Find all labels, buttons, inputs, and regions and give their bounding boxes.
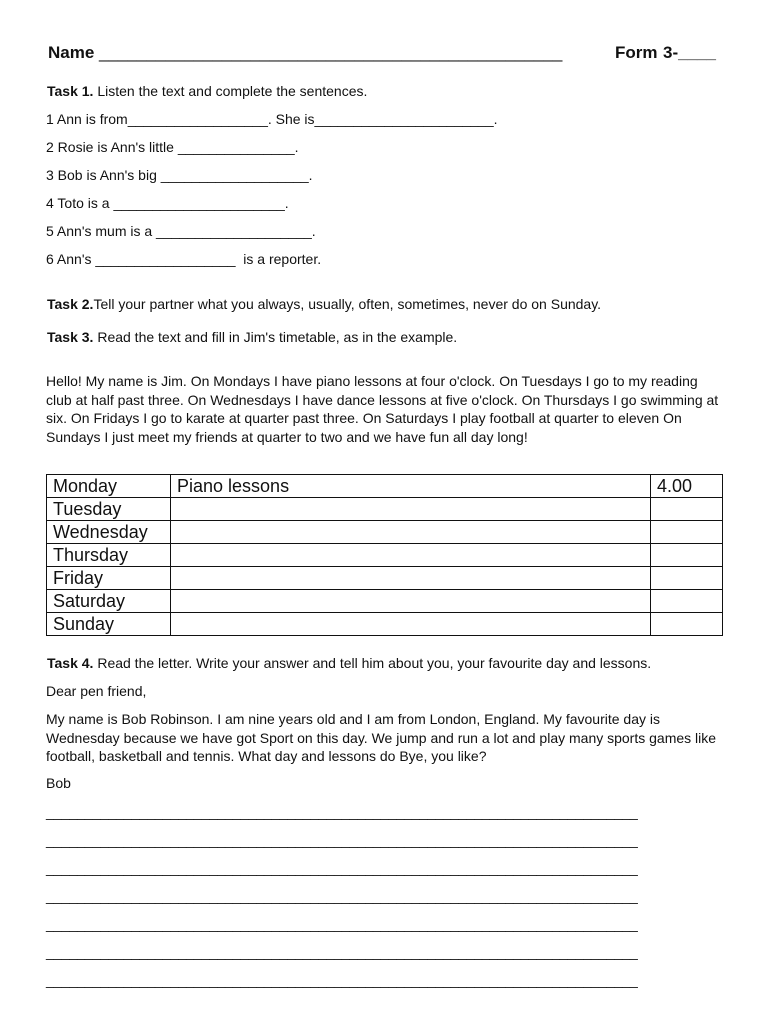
task4-instruction: Read the letter. Write your answer and tell him about you, your favourite day and lessons.: [93, 655, 652, 671]
task3-heading: [47, 329, 457, 345]
timetable-time[interactable]: [651, 498, 723, 521]
timetable-row: [47, 613, 723, 636]
task1-sentence-5[interactable]: 5 Ann's mum is a ____________________.: [46, 223, 316, 239]
timetable-day: Saturday: [47, 590, 171, 613]
timetable-day: Wednesday: [47, 521, 171, 544]
answer-line[interactable]: ____________________________________________________________________________: [46, 972, 638, 988]
timetable-activity[interactable]: [171, 544, 651, 567]
timetable-row: [47, 498, 723, 521]
timetable: [46, 474, 723, 636]
timetable-activity[interactable]: [171, 590, 651, 613]
timetable-row: [47, 567, 723, 590]
task3-label: Task 3.: [47, 329, 94, 345]
task1-sentence-1[interactable]: 1 Ann is from__________________. She is_______________________.: [46, 111, 498, 127]
timetable-day: Monday: [47, 475, 171, 498]
timetable-row: [47, 544, 723, 567]
task2-instruction: Tell your partner what you always, usually, often, sometimes, never do on Sunday.: [93, 296, 602, 312]
answer-line[interactable]: ____________________________________________________________________________: [46, 832, 638, 848]
letter-greeting: Dear pen friend,: [46, 683, 147, 699]
task4-label: Task 4.: [47, 655, 94, 671]
task1-sentence-6[interactable]: 6 Ann's __________________ is a reporter.: [46, 251, 322, 267]
timetable-activity[interactable]: [171, 567, 651, 590]
task4-heading: [47, 655, 651, 671]
timetable-time[interactable]: 4.00: [651, 475, 723, 498]
timetable-time[interactable]: [651, 613, 723, 636]
timetable-time[interactable]: [651, 521, 723, 544]
timetable-time[interactable]: [651, 544, 723, 567]
answer-line[interactable]: ____________________________________________________________________________: [46, 804, 638, 820]
timetable-activity[interactable]: [171, 613, 651, 636]
timetable-time[interactable]: [651, 567, 723, 590]
timetable-activity[interactable]: [171, 498, 651, 521]
answer-line[interactable]: ____________________________________________________________________________: [46, 944, 638, 960]
task3-text: Hello! My name is Jim. On Mondays I have piano lessons at four o'clock. On Tuesdays I go to my reading club at half past three. On Wednesdays I have dance lessons at five o'clock. On Thursdays I go swimming at six. On Fridays I go to karate at quarter past three. On Saturdays I play football at quarter to eleven On Sundays I just meet my friends at quarter to two and we have fun all day long!: [46, 373, 719, 445]
timetable-row: [47, 521, 723, 544]
form-blank[interactable]: 3-____: [663, 43, 716, 62]
form-label: Form: [615, 43, 658, 62]
answer-line[interactable]: ____________________________________________________________________________: [46, 916, 638, 932]
letter-body: My name is Bob Robinson. I am nine years old and I am from London, England. My favourite day is Wednesday because we have got Sport on this day. We jump and run a lot and play many sports games like football, basketball and tennis. What day and lessons do Bye, you like?: [46, 711, 717, 764]
timetable-activity[interactable]: [171, 521, 651, 544]
task1-instruction: Listen the text and complete the sentences.: [93, 83, 368, 99]
timetable-day: Thursday: [47, 544, 171, 567]
task1-sentence-3[interactable]: 3 Bob is Ann's big ___________________.: [46, 167, 313, 183]
task1-label: Task 1.: [47, 83, 94, 99]
timetable-activity[interactable]: Piano lessons: [171, 475, 651, 498]
task1-heading: [47, 83, 367, 99]
task3-instruction: Read the text and fill in Jim's timetable, as in the example.: [93, 329, 458, 345]
timetable-row: [47, 475, 723, 498]
name-label: Name: [48, 43, 95, 62]
timetable-day: Tuesday: [47, 498, 171, 521]
timetable-time[interactable]: [651, 590, 723, 613]
timetable-row: [47, 590, 723, 613]
task2-label: Task 2.: [47, 296, 94, 312]
task2-heading: [47, 296, 601, 312]
timetable-day: Friday: [47, 567, 171, 590]
answer-line[interactable]: ____________________________________________________________________________: [46, 888, 638, 904]
name-blank[interactable]: _________________________________________________: [99, 43, 563, 62]
task1-sentence-2[interactable]: 2 Rosie is Ann's little _______________.: [46, 139, 299, 155]
letter-signature: Bob: [46, 775, 71, 791]
task1-sentence-4[interactable]: 4 Toto is a ______________________.: [46, 195, 289, 211]
timetable-day: Sunday: [47, 613, 171, 636]
answer-line[interactable]: ____________________________________________________________________________: [46, 860, 638, 876]
